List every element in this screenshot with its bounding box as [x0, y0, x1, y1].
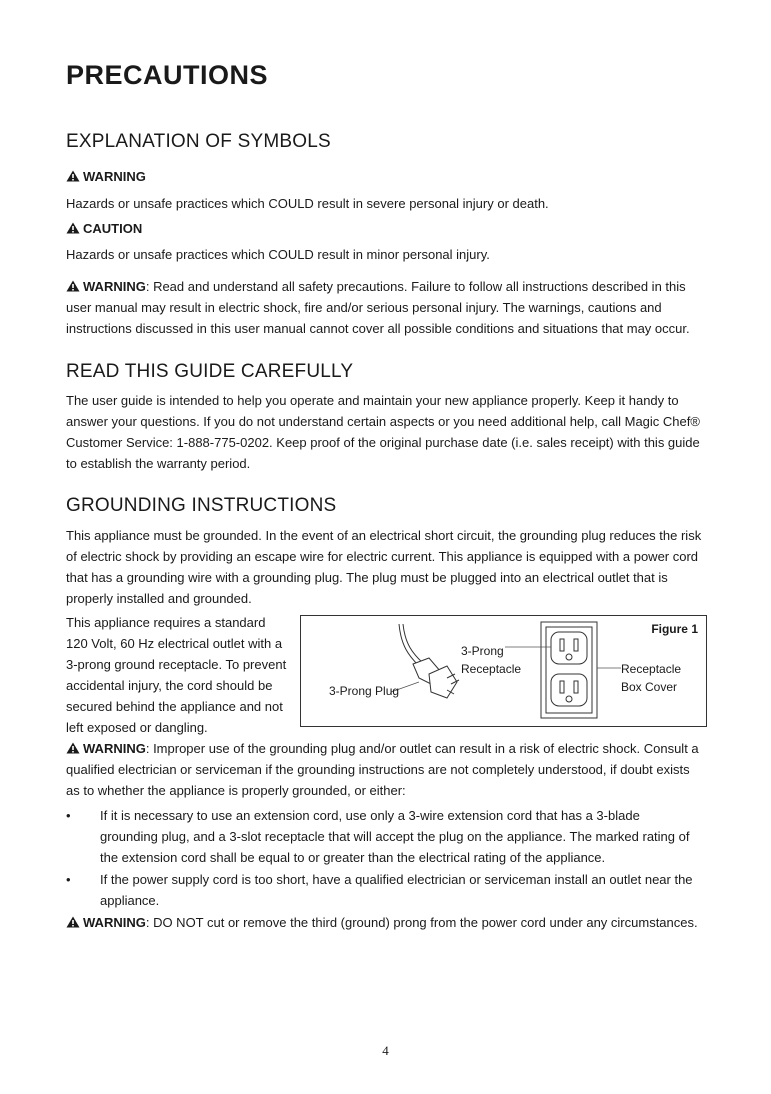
caution-symbol-text: Hazards or unsafe practices which COULD result in minor personal injury. [66, 247, 490, 262]
figure-title: Figure 1 [651, 622, 698, 636]
figure-label-box-cover: Receptacle Box Cover [621, 662, 682, 694]
page-number: 4 [382, 1043, 389, 1058]
figure-label-receptacle: 3-Prong Receptacle [461, 644, 522, 676]
receptacle-box [541, 622, 597, 718]
warning-symbol-label: WARNING [83, 169, 146, 184]
figure-label-plug: 3-Prong Plug [329, 684, 400, 698]
bullet-marker: • [66, 808, 71, 823]
grounding-requirement: This appliance requires a standard 120 Volt, 60 Hz electrical outlet with a 3-prong ground receptacle. To prevent accidental injury, the cord should be secured behind the appliance and not left exposed or dangling. [66, 615, 287, 735]
plug-icon [413, 658, 459, 698]
symbols-heading: EXPLANATION OF SYMBOLS [66, 131, 331, 152]
warning-triangle-icon [66, 170, 80, 182]
grounding-intro: This appliance must be grounded. In the event of an electrical short circuit, the grounding plug reduces the risk of electric shock by providing an escape wire for electric current. This appliance is equipped with a power cord that has a grounding wire with a grounding plug. The plug must be plugged into an electrical outlet that is properly installed and grounded. [66, 528, 702, 606]
bullet-text: If it is necessary to use an extension cord, use only a 3-wire extension cord that has a 3-blade grounding plug, and a 3-slot receptacle that will accept the plug on the appliance. The marked rating of the extension cord shall be equal to or greater than the electrical rating of the appliance. [100, 808, 690, 865]
bullet-marker: • [66, 872, 71, 887]
grounding-warning-2 [66, 912, 706, 933]
grounding-warning-2-text: : DO NOT cut or remove the third (ground) prong from the power cord under any circumstances. [145, 915, 698, 930]
grounding-warning-2-label: WARNING [83, 915, 146, 930]
warning-triangle-icon [66, 742, 80, 754]
page-title: PRECAUTIONS [66, 60, 269, 90]
warning-triangle-icon [66, 916, 80, 928]
caution-symbol-row [66, 218, 142, 239]
grounding-warning-1 [66, 738, 706, 801]
guide-heading: READ THIS GUIDE CAREFULLY [66, 361, 354, 382]
warning-symbol-text: Hazards or unsafe practices which COULD result in severe personal injury or death. [66, 196, 549, 211]
grounding-heading: GROUNDING INSTRUCTIONS [66, 495, 337, 516]
bullet-text: If the power supply cord is too short, have a qualified electrician or serviceman install an outlet near the appliance. [100, 872, 693, 908]
warning-symbol-row [66, 166, 146, 187]
figure-outlet-diagram [300, 615, 707, 727]
guide-text: The user guide is intended to help you operate and maintain your new appliance properly. Keep it handy to answer your questions. If you do not understand certain aspects or you need additional help, call Magic Chef® Customer Service: 1-888-775-0202. Keep proof of the original purchase date (i.e. sales receipt) with this guide to establish the warranty period. [66, 393, 700, 471]
caution-triangle-icon [66, 222, 80, 234]
caution-symbol-label: CAUTION [83, 221, 143, 236]
grounding-warning-1-label: WARNING [83, 741, 146, 756]
warning-triangle-icon [66, 280, 80, 292]
general-warning-label: WARNING [83, 279, 146, 294]
grounding-warning-1-text: : Improper use of the grounding plug and/or outlet can result in a risk of electric shock. Consult a qualified electrician or serviceman if the grounding instructions are not completely understood, if doubt exists as to whether the appliance is properly grounded, or either: [66, 741, 699, 798]
general-warning-text: : Read and understand all safety precautions. Failure to follow all instructions described in this user manual may result in electric shock, fire and/or serious personal injury. The warnings, cautions and instructions discussed in this user manual cannot cover all possible conditions and situations that may occur. [66, 279, 690, 336]
general-warning-paragraph [66, 276, 706, 339]
